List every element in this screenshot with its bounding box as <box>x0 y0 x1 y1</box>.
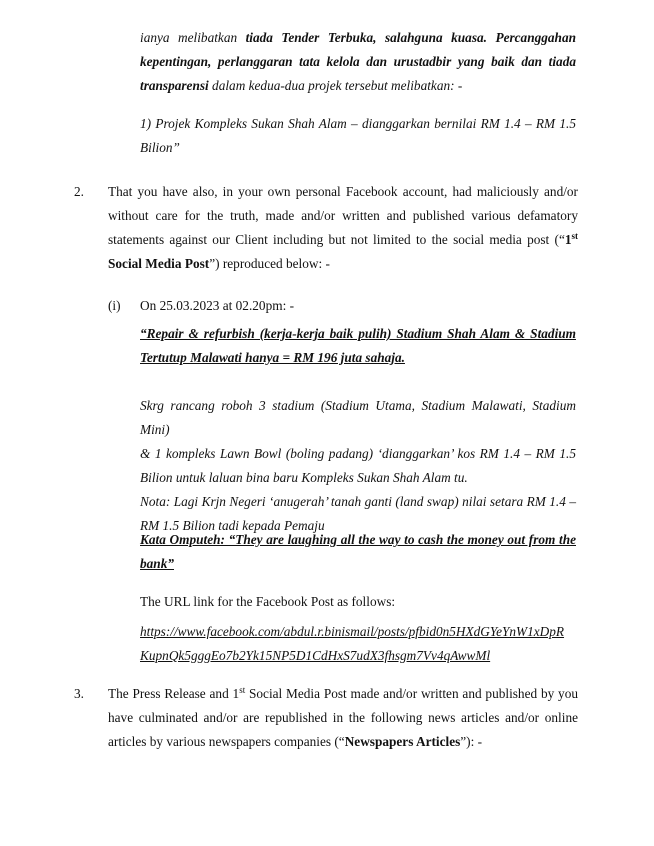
post-headline <box>140 322 576 370</box>
post-body <box>140 394 576 538</box>
quote-intro <box>140 26 576 98</box>
para-3-line-1: The Press Release and 1st Social Media Post made and/or written and published by you <box>108 685 578 701</box>
quote-item-line-2: Bilion” <box>140 140 180 155</box>
post-headline-line-1: “Repair & refurbish (kerja-kerja baik pulih) Stadium Shah Alam & Stadium <box>140 326 576 341</box>
post-headline-line-2: Tertutup Malawati hanya = RM 196 juta sahaja. <box>140 350 405 365</box>
post-body-line-1: Skrg rancang roboh 3 stadium (Stadium Utama, Stadium Malawati, Stadium Mini) <box>140 398 576 437</box>
para-2 <box>108 180 578 276</box>
quote-item-line-1: 1) Projek Kompleks Sukan Shah Alam – dianggarkan bernilai RM 1.4 – RM 1.5 <box>140 116 576 131</box>
post-quote-kata-line-1: Kata Omputeh: “They are laughing all the way to cash the money out from the <box>140 532 576 547</box>
sub-item-i-date: On 25.03.2023 at 02.20pm: - <box>140 298 295 313</box>
quote-intro-line-3: transparensi dalam kedua-dua projek tersebut melibatkan: - <box>140 78 463 93</box>
sub-item-i-number: (i) <box>108 298 121 313</box>
facebook-post-link-line-1[interactable]: https://www.facebook.com/abdul.r.binismail/posts/pfbid0n5HXdGYeYnW1xDpR <box>140 624 565 639</box>
para-3-line-3: articles by various newspapers companies (“Newspapers Articles”): - <box>108 734 483 749</box>
para-3-number: 3. <box>74 686 84 701</box>
facebook-post-link-line-2[interactable]: KupnQk5gggEo7b2Yk15NP5D1CdHxS7udX3fhsgm7Vv4qAwwMl <box>140 648 491 663</box>
post-body-line-3: Bilion untuk laluan bina baru Kompleks Sukan Shah Alam tu. <box>140 470 468 485</box>
post-body-line-5: RM 1.5 Bilion tadi kepada Pemaju <box>140 518 325 533</box>
post-quote-kata-line-2: bank” <box>140 556 174 571</box>
quote-intro-line-2: kepentingan, perlanggaran tata kelola dan urustadbir yang baik dan tiada <box>140 54 576 69</box>
para-2-number: 2. <box>74 184 84 199</box>
quote-intro-line-1: ianya melibatkan tiada Tender Terbuka, salahguna kuasa. Percanggahan <box>140 30 576 45</box>
post-body-line-4: Nota: Lagi Krjn Negeri ‘anugerah’ tanah ganti (land swap) nilai setara RM 1.4 – <box>140 494 576 509</box>
para-2-line-4: Social Media Post”) reproduced below: - <box>108 256 330 271</box>
post-body-line-2: & 1 kompleks Lawn Bowl (boling padang) ‘dianggarkan’ kos RM 1.4 – RM 1.5 <box>140 446 576 461</box>
para-2-line-3: statements against our Client including but not limited to the social media post (“1st <box>108 231 578 247</box>
para-2-line-2: without care for the truth, made and/or written and published various defamatory <box>108 208 578 223</box>
post-quote-kata <box>140 528 576 576</box>
para-3-line-2: have culminated and/or are republished in the following news articles and/or online <box>108 710 578 725</box>
url-intro: The URL link for the Facebook Post as follows: <box>140 594 396 609</box>
para-2-line-1: That you have also, in your own personal Facebook account, had maliciously and/or <box>108 184 578 199</box>
para-3 <box>108 682 578 754</box>
quote-item-1 <box>140 112 576 160</box>
facebook-post-link[interactable] <box>140 620 576 668</box>
